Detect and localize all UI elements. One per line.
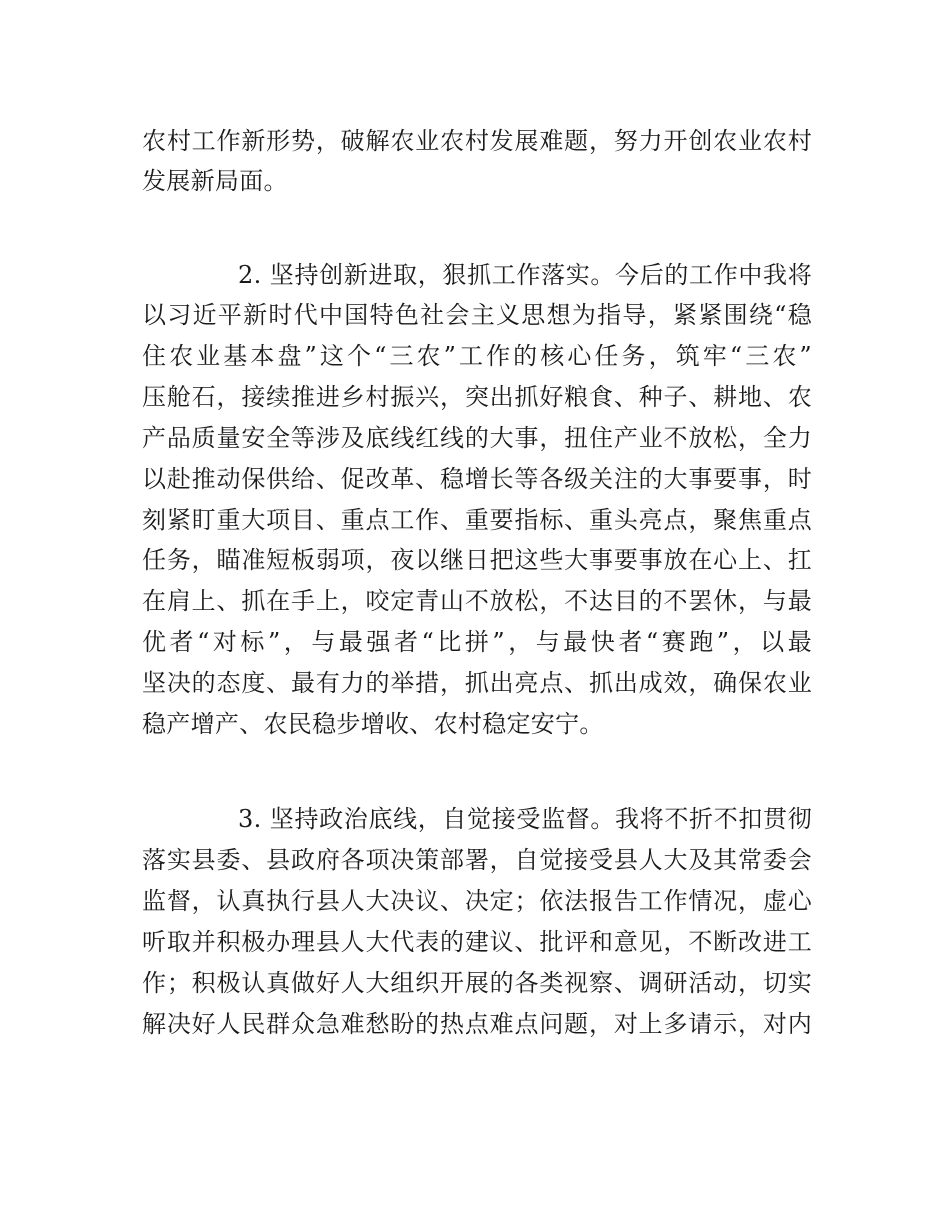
paragraph-3-line-4: 听取并积极办理县人大代表的建议、批评和意见，不断改进工 [142, 928, 812, 956]
paragraph-2-line-9: 在肩上、抓在手上，咬定青山不放松，不达目的不罢休，与最 [142, 587, 812, 615]
paragraph-2-line-3: 住农业基本盘”这个“三农”工作的核心任务，筑牢“三农” [142, 342, 812, 370]
paragraph-2-line-6: 以赴推动保供给、促改革、稳增长等各级关注的大事要事，时 [142, 465, 812, 493]
paragraph-3-line-3: 监督，认真执行县人大决议、决定；依法报告工作情况，虚心 [142, 887, 812, 915]
paragraph-2-line-11: 坚决的态度、最有力的举措，抓出亮点、抓出成效，确保农业 [142, 669, 812, 697]
paragraph-1-line-2: 发展新局面。 [142, 167, 288, 195]
paragraph-3-line-2: 落实县委、县政府各项决策部署，自觉接受县人大及其常委会 [142, 846, 812, 874]
paragraph-3-line-6: 解决好人民群众急难愁盼的热点难点问题，对上多请示，对内 [142, 1010, 812, 1038]
paragraph-3-line-5: 作；积极认真做好人大组织开展的各类视察、调研活动，切实 [142, 969, 812, 997]
paragraph-2-line-4: 压舱石，接续推进乡村振兴，突出抓好粮食、种子、耕地、农 [142, 383, 812, 411]
paragraph-2-line-2: 以习近平新时代中国特色社会主义思想为指导，紧紧围绕“稳 [142, 301, 812, 329]
paragraph-3-line-1: 3. 坚持政治底线，自觉接受监督。我将不折不扣贯彻 [238, 805, 812, 833]
paragraph-2-line-10: 优者“对标”，与最强者“比拼”，与最快者“赛跑”，以最 [142, 628, 812, 656]
paragraph-2-line-8: 任务，瞄准短板弱项，夜以继日把这些大事要事放在心上、扛 [142, 546, 812, 574]
paragraph-2-line-7: 刻紧盯重大项目、重点工作、重要指标、重头亮点，聚焦重点 [142, 506, 812, 534]
paragraph-2-line-12: 稳产增产、农民稳步增收、农村稳定安宁。 [142, 710, 604, 738]
paragraph-2-line-5: 产品质量安全等涉及底线红线的大事，扭住产业不放松，全力 [142, 424, 812, 452]
paragraph-1-line-1: 农村工作新形势，破解农业农村发展难题，努力开创农业农村 [142, 127, 812, 155]
paragraph-2-line-1: 2. 坚持创新进取，狠抓工作落实。今后的工作中我将 [238, 261, 812, 289]
